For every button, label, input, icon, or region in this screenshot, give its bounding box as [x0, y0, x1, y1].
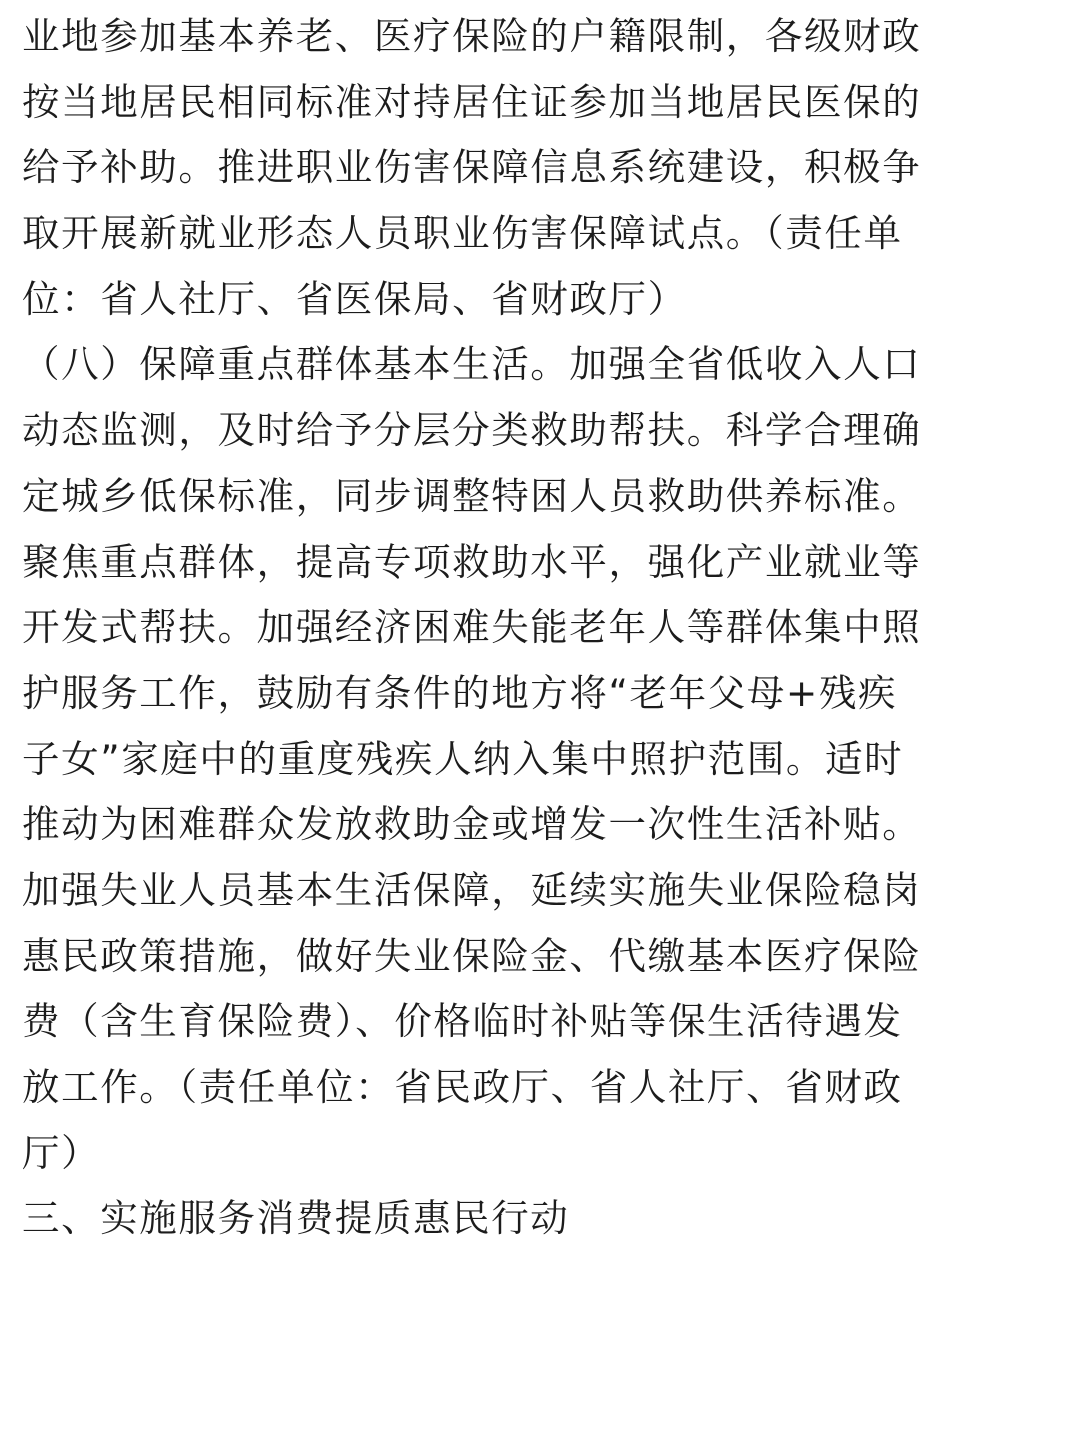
text-line: 按当地居民相同标准对持居住证参加当地居民医保的 [22, 79, 922, 124]
text-line: 给予补助。推进职业伤害保障信息系统建设，积极争 [22, 145, 922, 190]
text-line: 子女”家庭中的重度残疾人纳入集中照护范围。适时 [22, 736, 904, 781]
text-line: 惠民政策措施，做好失业保险金、代缴基本医疗保险 [22, 933, 922, 978]
text-line: 开发式帮扶。加强经济困难失能老年人等群体集中照 [22, 605, 922, 650]
text-line: 聚焦重点群体，提高专项救助水平，强化产业就业等 [22, 539, 922, 584]
text-line: 厅） [22, 1130, 101, 1175]
article-body [22, 0, 1062, 1252]
text-line: 取开展新就业形态人员职业伤害保障试点。（责任单 [22, 211, 903, 256]
text-line: 动态监测，及时给予分层分类救助帮扶。科学合理确 [22, 408, 922, 453]
text-line: 推动为困难群众发放救助金或增发一次性生活补贴。 [22, 802, 922, 847]
text-line: 定城乡低保标准，同步调整特困人员救助供养标准。 [22, 473, 922, 518]
section-heading-8: （八）保障重点群体基本生活。加强全省低收入人口 [22, 342, 922, 387]
text-line: 业地参加基本养老、医疗保险的户籍限制，各级财政 [22, 14, 922, 58]
text-line: 放工作。（责任单位：省民政厅、省人社厅、省财政 [22, 1065, 903, 1109]
text-line: 加强失业人员基本生活保障，延续实施失业保险稳岗 [22, 867, 922, 912]
text-line: 护服务工作，鼓励有条件的地方将“老年父母+残疾 [22, 670, 898, 715]
text-line: 位：省人社厅、省医保局、省财政厅） [22, 276, 687, 321]
text-line: 费（含生育保险费）、价格临时补贴等保生活待遇发 [22, 999, 903, 1044]
section-heading-3: 三、实施服务消费提质惠民行动 [22, 1196, 570, 1241]
